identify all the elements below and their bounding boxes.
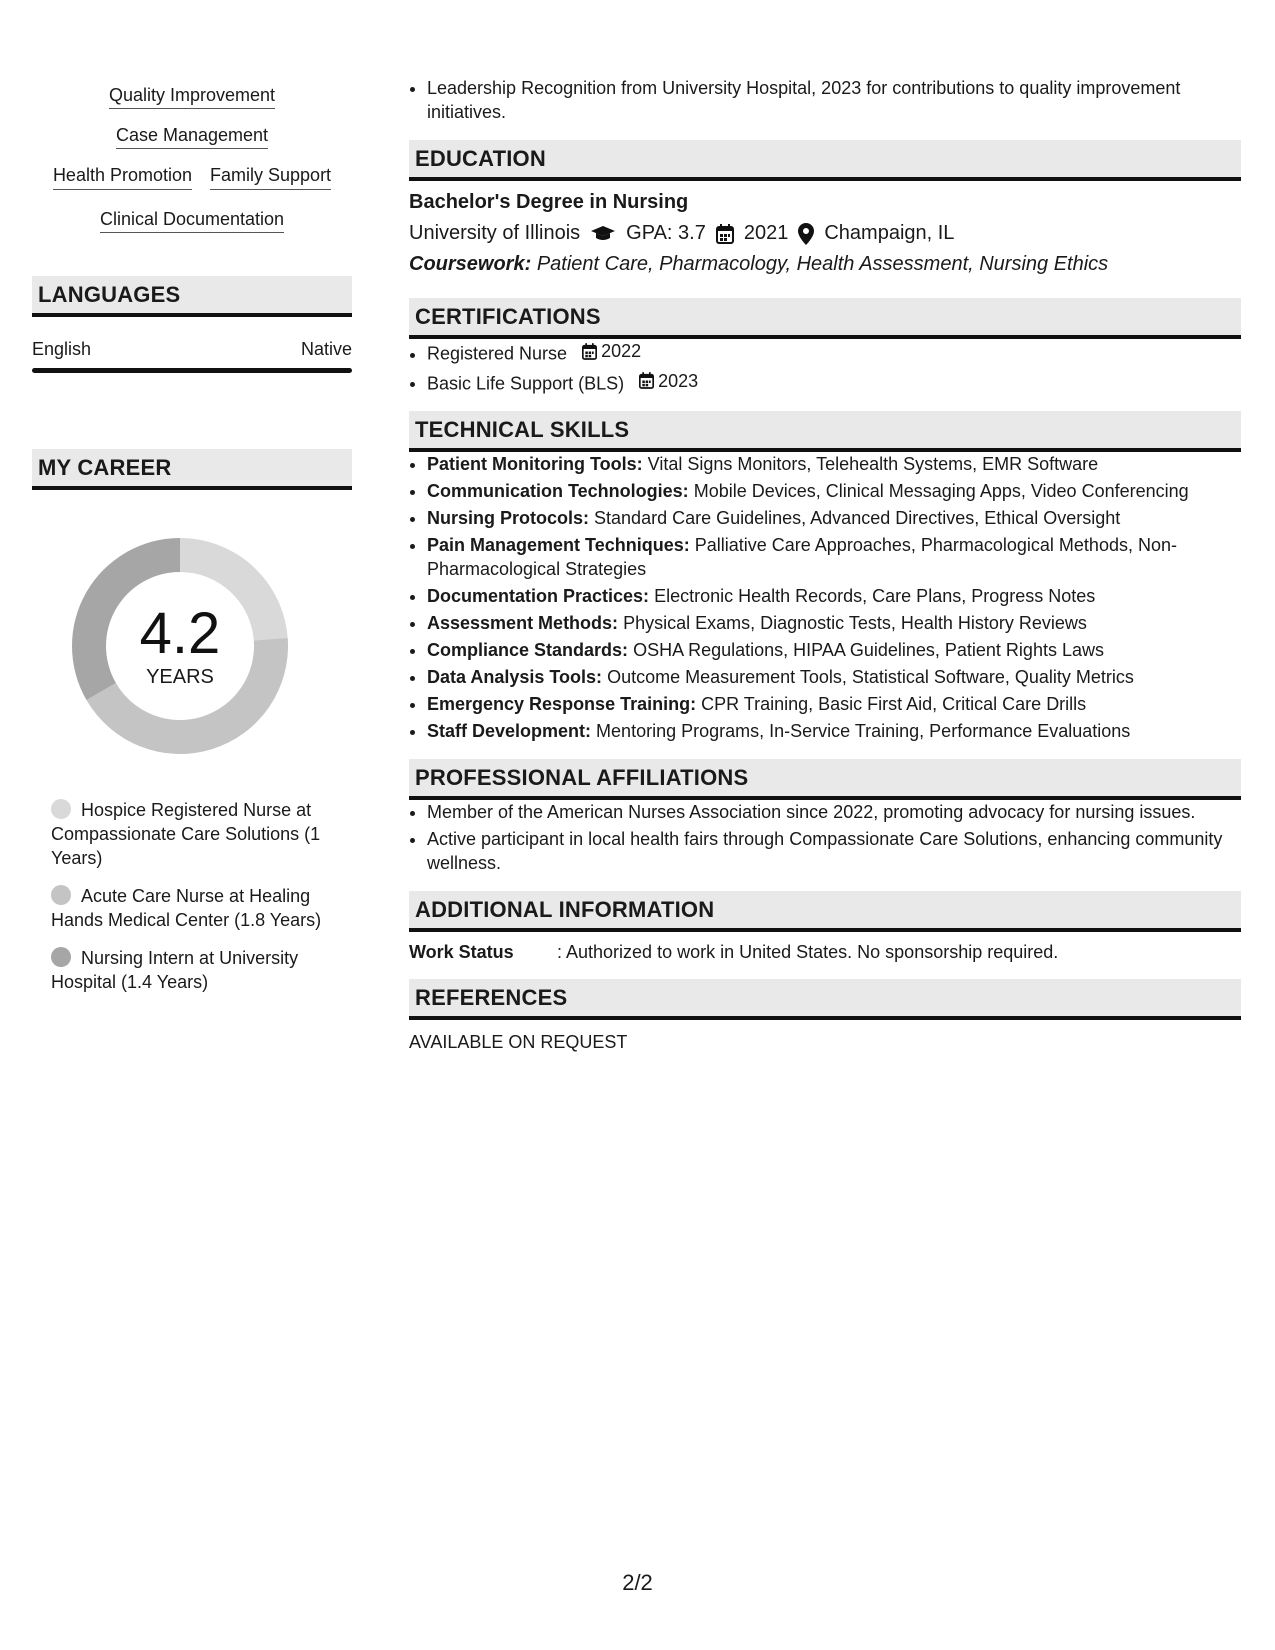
certifications-list	[409, 339, 1241, 395]
language-level: Native	[300, 339, 352, 359]
donut-total-value: 4.2	[139, 600, 221, 666]
technical-skills-section	[409, 411, 1241, 743]
list-item	[427, 533, 1241, 581]
calendar-icon	[582, 343, 597, 360]
cert-date	[582, 339, 641, 363]
skill-label: Nursing Protocols:	[427, 508, 590, 528]
education-section	[409, 140, 1241, 276]
skill-text: Mentoring Programs, In-Service Training, Performance Evaluations	[596, 721, 1131, 741]
affiliations-section	[409, 759, 1241, 875]
career-donut-chart	[64, 530, 296, 762]
legend-label: Nursing Intern at University Hospital (1.4 Years)	[51, 948, 299, 992]
legend-dot	[51, 885, 71, 905]
section-heading: CERTIFICATIONS	[409, 298, 1241, 339]
info-label: Work Status	[409, 942, 514, 962]
legend-label: Hospice Registered Nurse at Compassionate Care Solutions (1 Years)	[51, 800, 321, 868]
education-details	[409, 222, 1241, 245]
education-school: University of Illinois	[409, 222, 581, 244]
education-location: Champaign, IL	[824, 222, 955, 244]
skill-label: Documentation Practices:	[427, 586, 650, 606]
skill-label: Data Analysis Tools:	[427, 667, 603, 687]
languages-section	[32, 276, 352, 373]
list-item	[427, 479, 1241, 503]
list-item: • Active participant in local health fairs through Compassionate Care Solutions, enhancing community wellness.	[427, 827, 1241, 875]
skill-label: Patient Monitoring Tools:	[427, 454, 643, 474]
skill-text: OSHA Regulations, HIPAA Guidelines, Patient Rights Laws	[633, 640, 1104, 660]
section-heading: REFERENCES	[409, 979, 1241, 1020]
calendar-icon	[716, 224, 734, 244]
donut-total-unit: YEARS	[146, 665, 214, 688]
list-item	[427, 665, 1241, 689]
skill-tag: Clinical Documentation	[100, 209, 284, 233]
section-heading: LANGUAGES	[32, 276, 352, 317]
location-pin-icon	[798, 223, 814, 245]
awards-continued-list	[409, 76, 1241, 124]
list-item	[427, 719, 1241, 743]
education-year: 2021	[743, 222, 789, 244]
skill-text: Palliative Care Approaches, Pharmacological Methods, Non-Pharmacological Strategies	[427, 535, 1177, 579]
cert-name: Basic Life Support (BLS)	[427, 373, 625, 393]
section-heading: PROFESSIONAL AFFILIATIONS	[409, 759, 1241, 800]
cert-name: Registered Nurse	[427, 343, 568, 364]
skill-text: Electronic Health Records, Care Plans, Progress Notes	[654, 586, 1096, 606]
skill-text: Physical Exams, Diagnostic Tests, Health History Reviews	[623, 613, 1087, 633]
section-heading: ADDITIONAL INFORMATION	[409, 891, 1241, 932]
calendar-icon	[639, 372, 654, 389]
list-item	[427, 692, 1241, 716]
list-item	[427, 339, 1241, 366]
skill-label: Pain Management Techniques:	[427, 535, 690, 555]
references-text: AVAILABLE ON REQUEST	[409, 1032, 628, 1052]
graduation-cap-icon	[590, 225, 616, 243]
list-item	[427, 369, 1241, 396]
coursework-label: Coursework:	[409, 253, 532, 275]
donut-center	[64, 530, 296, 762]
education-coursework	[409, 253, 1241, 276]
info-value: : Authorized to work in United States. No sponsorship required.	[557, 942, 1059, 962]
list-item	[427, 506, 1241, 530]
language-name: English	[32, 339, 92, 359]
skill-tag: Quality Improvement	[109, 85, 275, 109]
legend-label: Acute Care Nurse at Healing Hands Medical Center (1.8 Years)	[51, 886, 322, 930]
technical-skills-list	[409, 452, 1241, 743]
section-heading: EDUCATION	[409, 140, 1241, 181]
legend-item	[51, 798, 331, 870]
cert-date	[639, 369, 698, 393]
list-item: • Member of the American Nurses Association since 2022, promoting advocacy for nursing issues.	[427, 800, 1241, 824]
info-row	[409, 942, 1241, 963]
skill-tags	[32, 84, 352, 230]
career-legend	[51, 798, 331, 994]
cert-year: 2023	[658, 370, 699, 391]
skill-label: Compliance Standards:	[427, 640, 629, 660]
career-section	[32, 449, 352, 994]
skill-text: Vital Signs Monitors, Telehealth Systems, EMR Software	[647, 454, 1099, 474]
page-number: 2/2	[622, 1570, 653, 1595]
skill-tag: Family Support	[210, 164, 331, 190]
skill-tag: Case Management	[116, 125, 268, 149]
section-heading: MY CAREER	[32, 449, 352, 490]
certifications-section	[409, 298, 1241, 395]
skill-text: Outcome Measurement Tools, Statistical Software, Quality Metrics	[607, 667, 1134, 687]
legend-item	[51, 884, 331, 932]
additional-info-section	[409, 891, 1241, 963]
list-item: • Leadership Recognition from University Hospital, 2023 for contributions to quality improvement initiatives.	[427, 76, 1241, 124]
section-heading: TECHNICAL SKILLS	[409, 411, 1241, 452]
skill-label: Communication Technologies:	[427, 481, 689, 501]
list-item	[427, 452, 1241, 476]
right-column	[409, 76, 1241, 1053]
legend-dot	[51, 947, 71, 967]
affiliations-list	[409, 800, 1241, 875]
skill-tag: Health Promotion	[53, 164, 192, 190]
list-item	[427, 584, 1241, 608]
education-gpa: GPA: 3.7	[626, 222, 706, 244]
skill-text: Mobile Devices, Clinical Messaging Apps, Video Conferencing	[693, 481, 1189, 501]
skill-text: Standard Care Guidelines, Advanced Directives, Ethical Oversight	[594, 508, 1121, 528]
references-section	[409, 979, 1241, 1053]
skill-label: Emergency Response Training:	[427, 694, 697, 714]
coursework-text: Patient Care, Pharmacology, Health Assessment, Nursing Ethics	[536, 253, 1109, 275]
language-row	[32, 339, 352, 360]
education-degree: Bachelor's Degree in Nursing	[409, 191, 689, 213]
skill-label: Staff Development:	[427, 721, 592, 741]
legend-dot	[51, 799, 71, 819]
list-item	[427, 611, 1241, 635]
list-item	[427, 638, 1241, 662]
legend-item	[51, 946, 331, 994]
skill-text: CPR Training, Basic First Aid, Critical Care Drills	[701, 694, 1087, 714]
left-column-content	[32, 84, 352, 1008]
language-level-bar	[32, 368, 352, 373]
cert-year: 2022	[601, 341, 642, 361]
skill-label: Assessment Methods:	[427, 613, 619, 633]
